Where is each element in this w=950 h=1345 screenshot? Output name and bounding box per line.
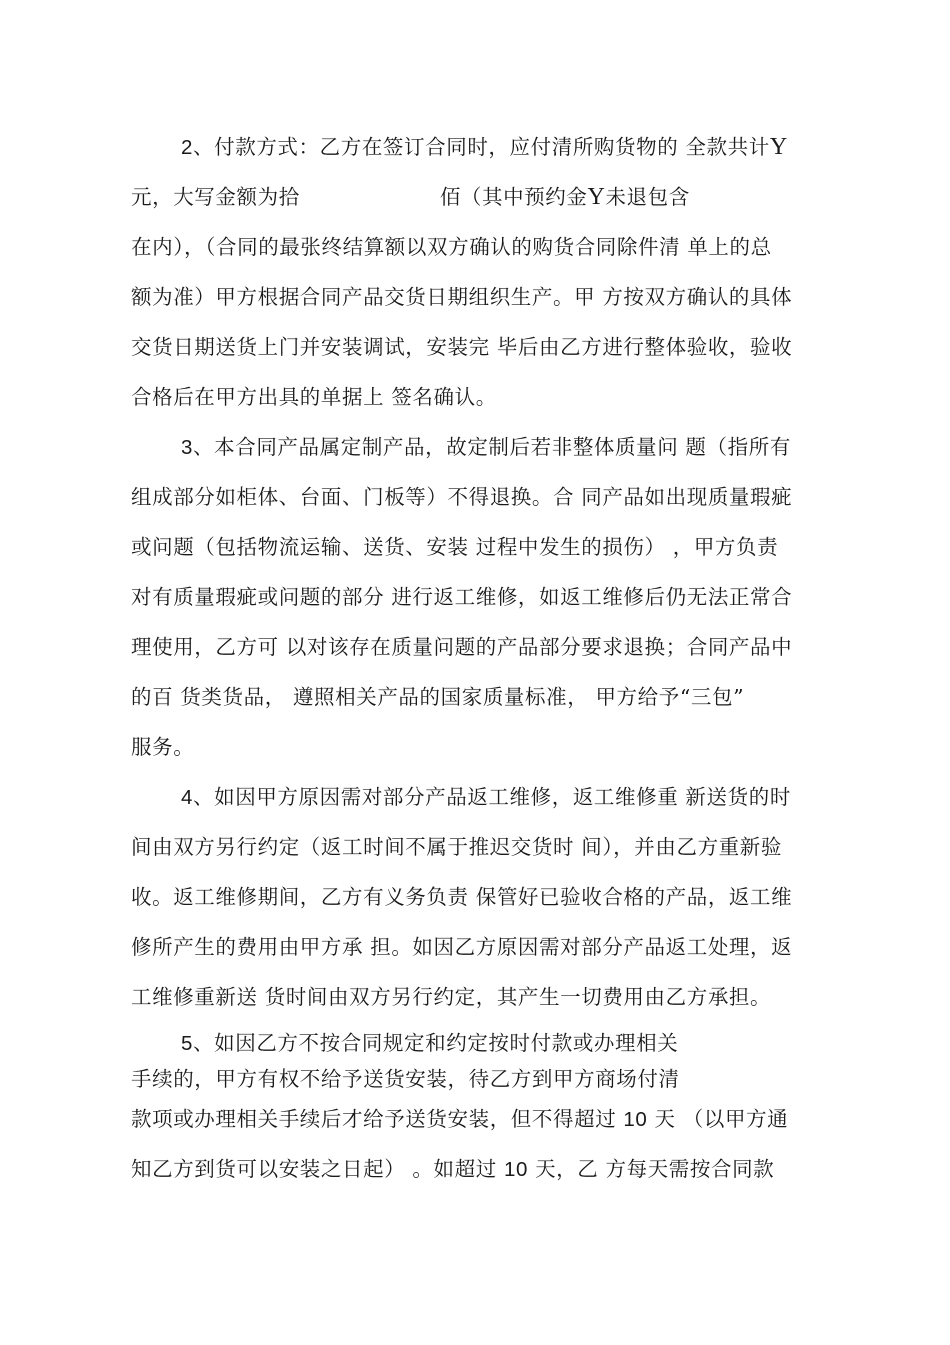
paragraph-3-line-6: 的百 货类货品， 遵照相关产品的国家质量标准， 甲方给予“三包” [131,685,745,709]
paragraph-3-line-2: 组成部分如柜体、台面、门板等）不得退换。合 同产品如出现质量瑕疵 [131,485,793,509]
paragraph-4-line-5: 工维修重新送 货时间由双方另行约定，其产生一切费用由乙方承担。 [131,985,772,1009]
paragraph-2-line-5: 交货日期送货上门并安装调试，安装完 毕后由乙方进行整体验收，验收 [131,335,793,359]
text-segment: 佰（其中预约金 [439,185,588,209]
text-segment: 款项或办理相关手续后才给予送货安装，但不得超过 [131,1107,624,1131]
text-segment: 、如因乙方不按合同规定和约定按时付款或办理相关 [193,1031,679,1055]
paragraph-2-line-2 [131,184,690,210]
text-segment: 知乙方到货可以安装之日起） 。如超过 [131,1157,504,1181]
paragraph-2-line-4: 额为准）甲方根据合同产品交货日期组织生产。甲 方按双方确认的具体 [131,285,793,309]
paragraph-5-line-3 [131,1106,788,1133]
paragraph-3-line-1 [181,434,791,461]
paragraph-2-line-6: 合格后在甲方出具的单据上 签名确认。 [131,385,497,409]
text-segment: 天，乙 方每天需按合同款 [527,1157,775,1181]
paragraph-4-line-4: 修所产生的费用由甲方承 担。如因乙方原因需对部分产品返工处理，返 [131,935,793,959]
days-number: 10 [503,1158,528,1181]
paragraph-4-line-3: 收。返工维修期间，乙方有义务负责 保管好已验收合格的产品，返工维 [131,885,793,909]
clause-number-5: 5 [181,1032,194,1055]
text-segment: 、如因甲方原因需对部分产品返工维修，返工维修重 新送货的时 [193,785,791,809]
text-segment: 元，大写金额为拾 [131,185,300,209]
paragraph-5-line-4 [131,1156,774,1183]
text-segment: 天 （以甲方通 [647,1107,789,1131]
yen-symbol: Y [769,134,788,160]
days-number: 10 [623,1108,648,1131]
text-segment: 、本合同产品属定制产品，故定制后若非整体质量问 题（指所有 [193,435,791,459]
paragraph-3-line-7: 服务。 [131,735,195,759]
paragraph-3-line-5: 理使用，乙方可 以对该存在质量问题的产品部分要求退换；合同产品中 [131,635,793,659]
paragraph-4-line-2: 间由双方另行约定（返工时间不属于推迟交货时 间），并由乙方重新验 [131,835,782,859]
clause-number-2: 2 [181,136,194,159]
yen-symbol: Y [587,184,606,210]
text-segment: 、付款方式：乙方在签订合同时，应付清所购货物的 全款共计 [193,135,770,159]
paragraph-2-line-1 [181,134,788,161]
paragraph-5-line-1 [181,1030,678,1057]
paragraph-3-line-4: 对有质量瑕疵或问题的部分 进行返工维修，如返工维修后仍无法正常合 [131,585,793,609]
text-segment: 未退包含 [605,185,690,209]
paragraph-4-line-1 [181,784,791,811]
paragraph-3-line-3: 或问题（包括物流运输、送货、安装 过程中发生的损伤） ，甲方负责 [131,535,779,559]
clause-number-3: 3 [181,436,194,459]
paragraph-2-line-3: 在内），（合同的最张终结算额以双方确认的购货合同除件清 单上的总 [131,235,772,259]
paragraph-5-line-2: 手续的，甲方有权不给予送货安装，待乙方到甲方商场付清 [131,1067,680,1091]
clause-number-4: 4 [181,786,194,809]
